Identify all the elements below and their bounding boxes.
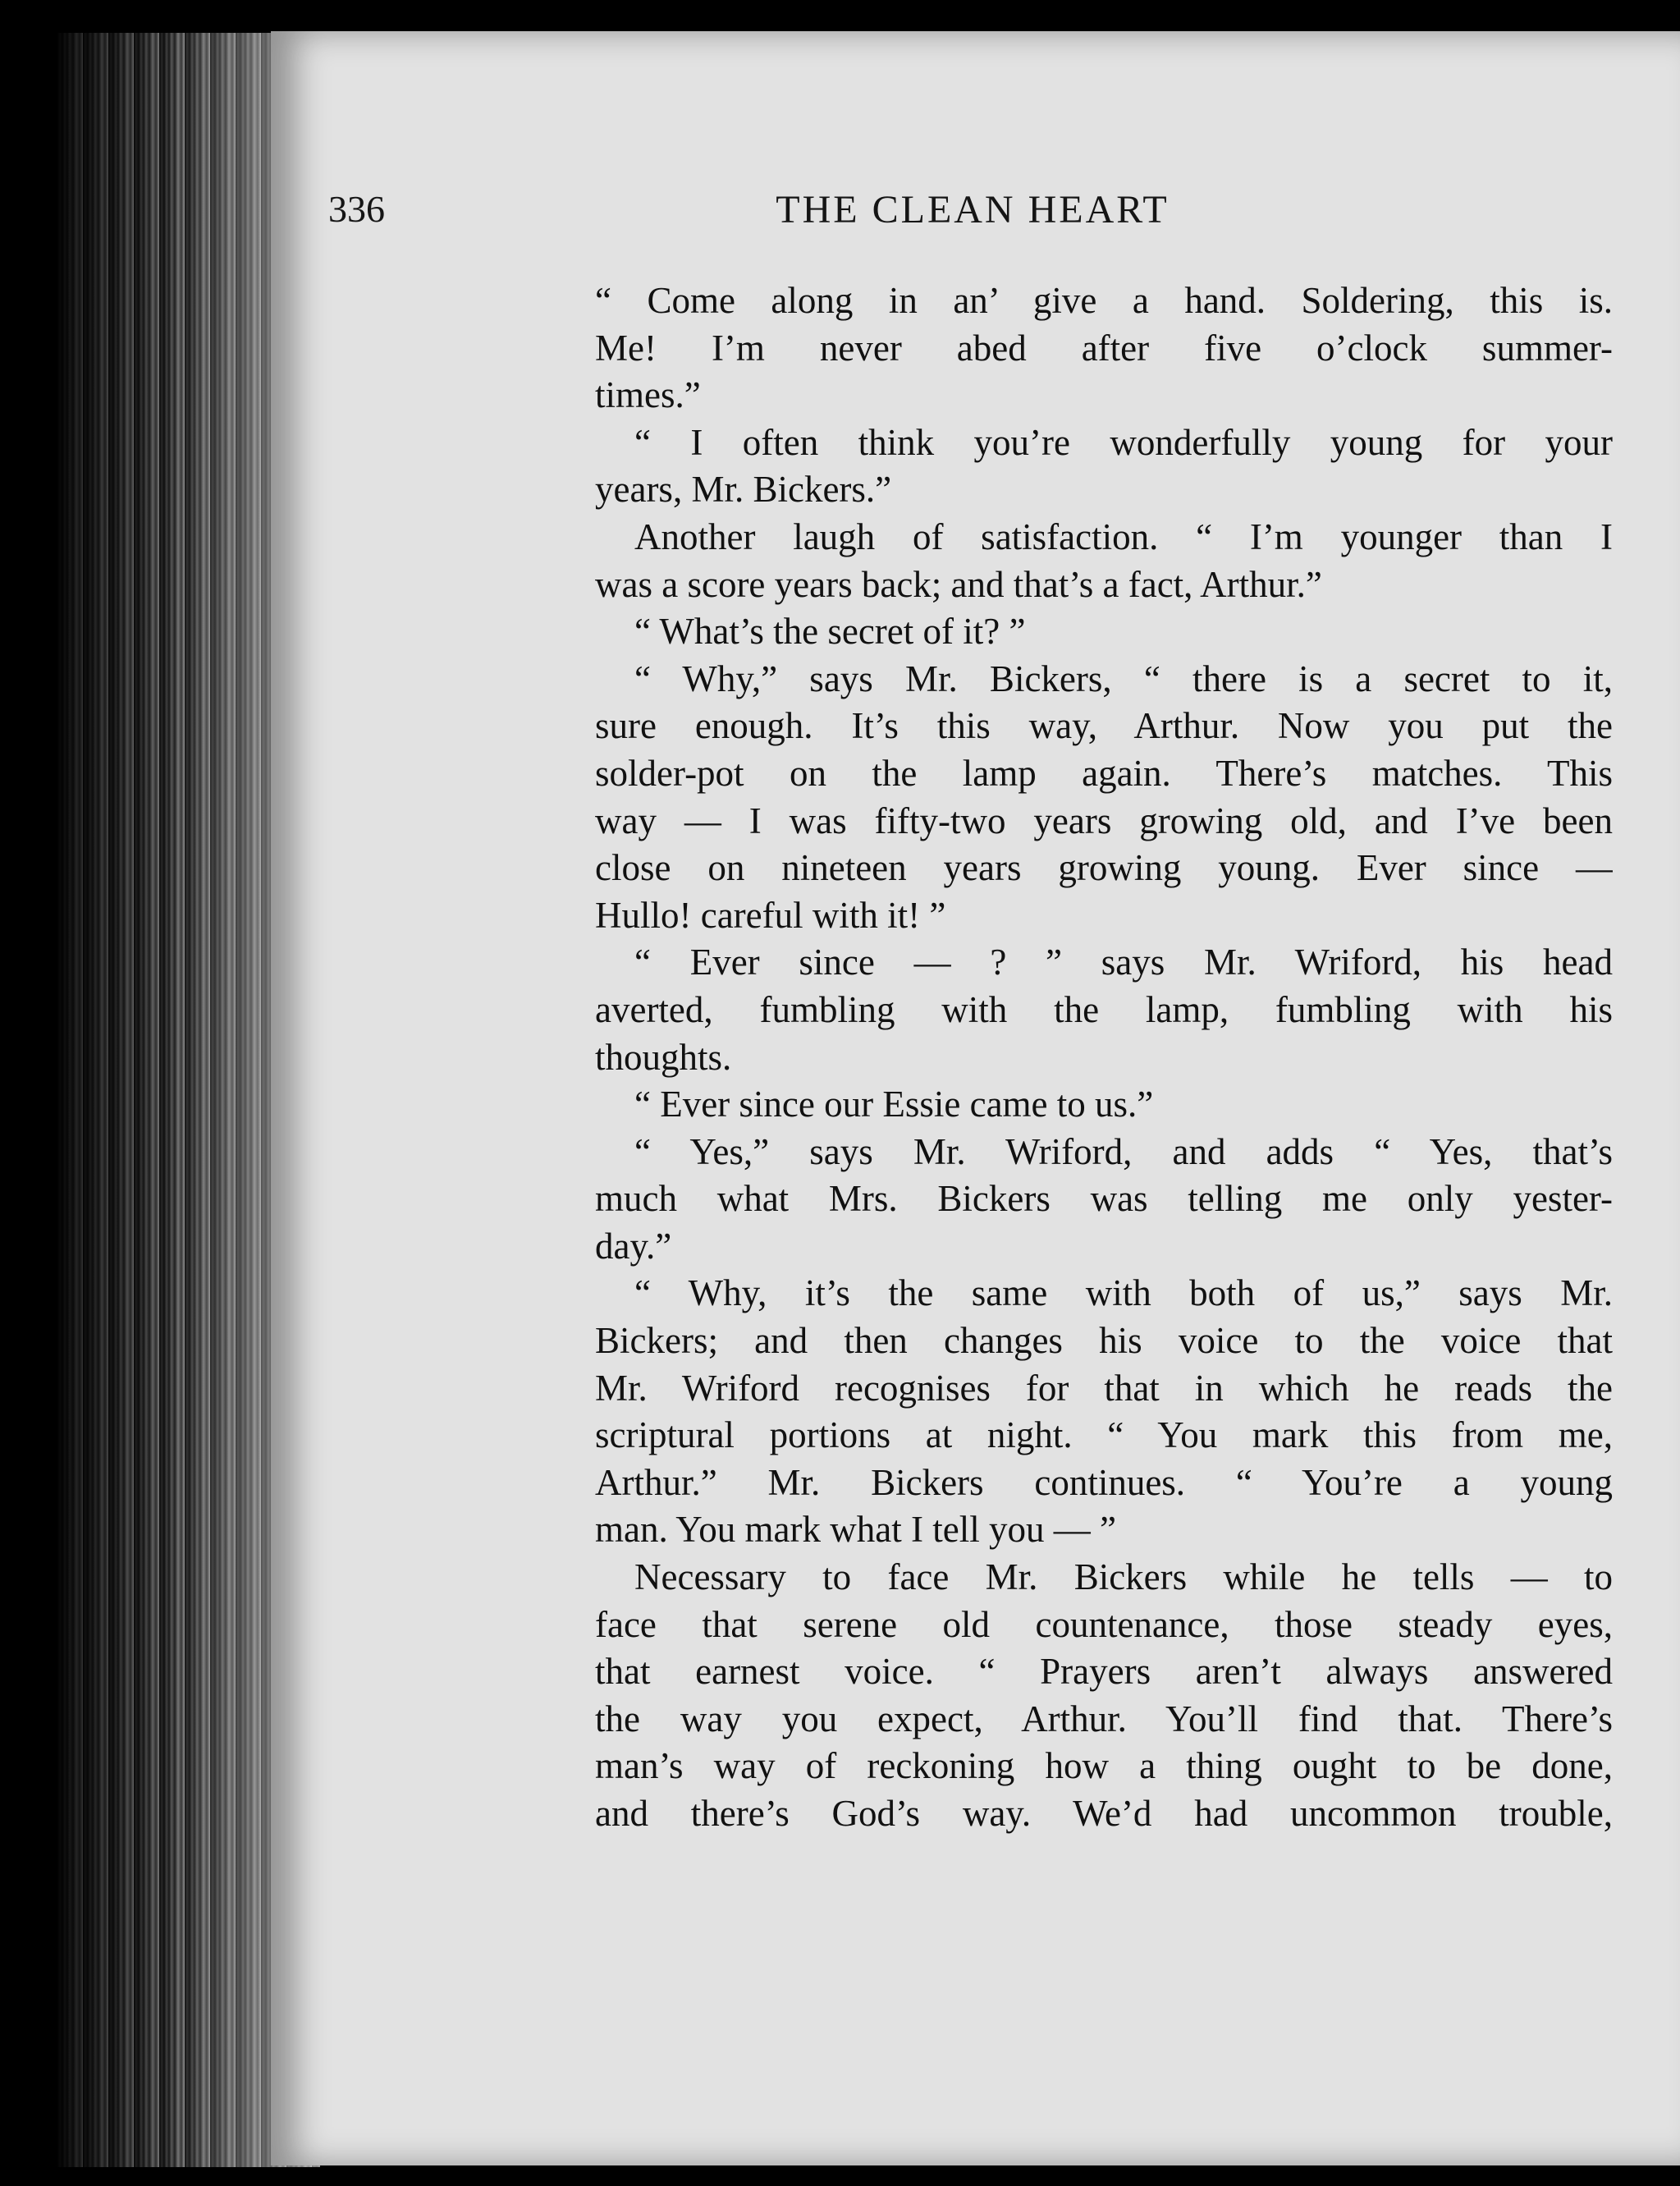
text-line: times.” [595,374,701,416]
text-line: that earnest voice. “ Prayers aren’t always answered [595,1651,1613,1693]
body-text [595,277,1613,1838]
text-line: Another laugh of satisfaction. “ I’m younger than I [634,516,1613,557]
text-line: thoughts. [595,1036,732,1078]
text-line: Hullo! careful with it! ” [595,894,946,936]
text-line: “ What’s the secret of it? ” [634,611,1026,653]
text-line: “ I often think you’re wonderfully young for your [634,421,1613,463]
text-line: “ Why,” says Mr. Bickers, “ there is a secret to it, [634,658,1613,699]
text-line: sure enough. It’s this way, Arthur. Now you put the [595,705,1613,747]
text-line: solder-pot on the lamp again. There’s matches. This [595,752,1613,794]
text-line: “ Ever since — ? ” says Mr. Wriford, his head [634,942,1613,983]
text-line: years, Mr. Bickers.” [595,469,892,511]
text-line: day.” [595,1225,672,1267]
text-line: Necessary to face Mr. Bickers while he tells — to [634,1556,1613,1598]
text-line: man’s way of reckoning how a thing ought to be done, [595,1745,1613,1787]
text-line: much what Mrs. Bickers was telling me only yester- [595,1178,1613,1220]
text-line: Bickers; and then changes his voice to the voice that [595,1320,1613,1362]
text-line: close on nineteen years growing young. Ever since — [595,847,1613,889]
text-line: “ Yes,” says Mr. Wriford, and adds “ Yes, that’s [634,1130,1613,1172]
text-line: Me! I’m never abed after five o’clock summer- [595,327,1613,369]
text-line: and there’s God’s way. We’d had uncommon trouble, [595,1793,1613,1834]
text-line: scriptural portions at night. “ You mark this from me, [595,1414,1613,1456]
text-line: “ Ever since our Essie came to us.” [634,1084,1154,1125]
text-line: “ Why, it’s the same with both of us,” says Mr. [634,1272,1613,1314]
text-line: the way you expect, Arthur. You’ll find that. There’s [595,1698,1613,1739]
text-line: averted, fumbling with the lamp, fumbling with his [595,988,1613,1030]
text-line: man. You mark what I tell you — ” [595,1509,1116,1551]
page-number: 336 [328,188,385,230]
running-title: THE CLEAN HEART [776,188,1170,231]
text-line: Arthur.” Mr. Bickers continues. “ You’re a young [595,1461,1613,1503]
text-line: was a score years back; and that’s a fact, Arthur.” [595,563,1322,605]
page-header [328,187,1617,245]
text-line: way — I was fifty-two years growing old, and I’ve been [595,800,1613,841]
text-line: face that serene old countenance, those steady eyes, [595,1603,1613,1645]
text-line: Mr. Wriford recognises for that in which he reads the [595,1367,1613,1409]
text-line: “ Come along in an’ give a hand. Soldering, this is. [595,280,1613,321]
